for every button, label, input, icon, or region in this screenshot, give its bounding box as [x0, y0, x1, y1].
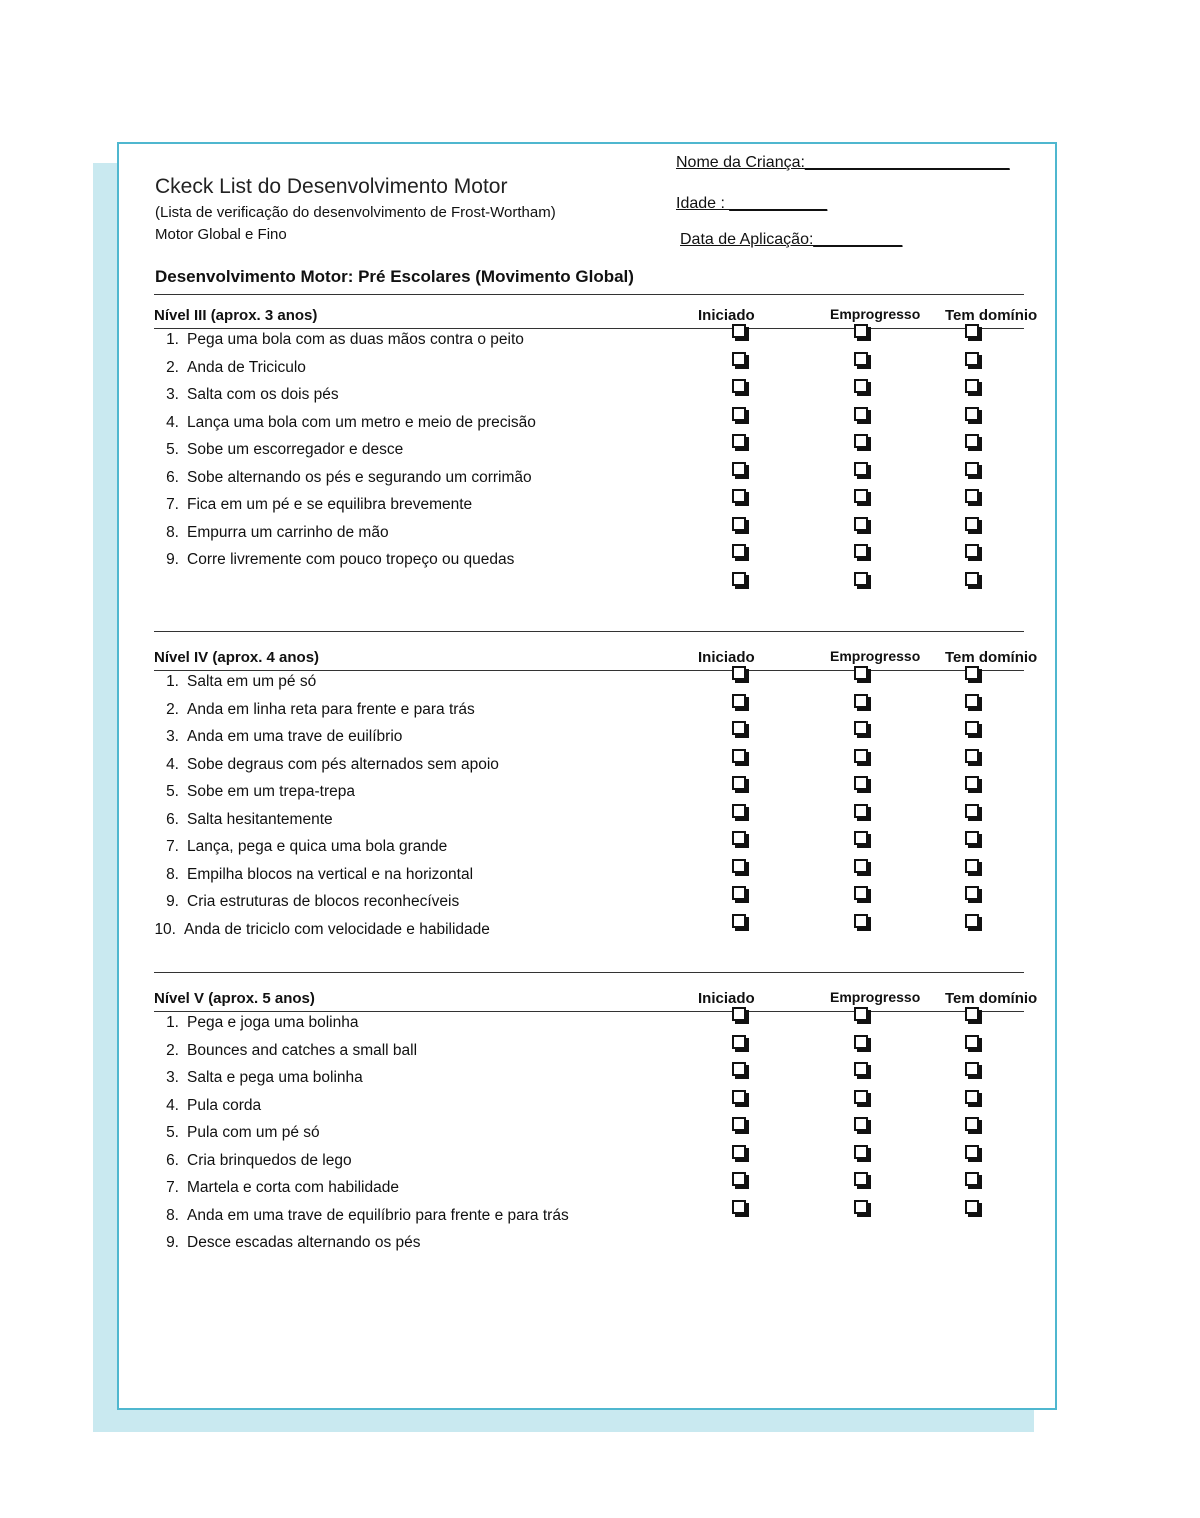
column-header-emprogresso: Emprogresso	[830, 648, 921, 664]
checkbox-emprogresso[interactable]	[854, 776, 868, 790]
document-subtitle-2: Motor Global e Fino	[155, 226, 287, 243]
checklist-item	[157, 1179, 399, 1197]
checkbox-tem-dominio[interactable]	[965, 831, 979, 845]
checkbox-iniciado[interactable]	[732, 749, 746, 763]
item-text: Bounces and catches a small ball	[187, 1041, 418, 1059]
checklist-item	[157, 386, 339, 404]
checkbox-tem-dominio[interactable]	[965, 434, 979, 448]
checklist-item	[157, 524, 389, 542]
item-number: 9.	[166, 893, 179, 910]
item-number: 3.	[166, 386, 179, 403]
item-number: 3.	[166, 728, 179, 745]
checkbox-iniciado[interactable]	[732, 776, 746, 790]
item-text: Sobe alternando os pés e segurando um corrimão	[187, 468, 532, 486]
checkbox-iniciado[interactable]	[732, 1007, 746, 1021]
item-text: Martela e corta com habilidade	[187, 1179, 399, 1196]
checkbox-iniciado[interactable]	[732, 914, 746, 928]
item-text: Cria estruturas de blocos reconhecíveis	[187, 893, 460, 910]
checklist-item	[157, 469, 532, 487]
checklist-item	[157, 1124, 320, 1142]
item-text: Pula corda	[187, 1096, 262, 1114]
item-number: 8.	[166, 1206, 179, 1224]
checkbox-emprogresso[interactable]	[854, 544, 868, 558]
checkbox-iniciado[interactable]	[732, 1117, 746, 1131]
application-date-field[interactable]: Data de Aplicação:__________	[680, 231, 903, 248]
checklist-item	[157, 756, 499, 774]
heading-rule	[154, 294, 1024, 295]
item-number: 4.	[166, 1096, 179, 1114]
item-text: Sobe degraus com pés alternados sem apoio	[187, 755, 499, 773]
checkbox-iniciado[interactable]	[732, 434, 746, 448]
checklist-item	[157, 441, 403, 459]
item-number: 6.	[166, 810, 179, 828]
item-text: Fica em um pé e se equilibra brevemente	[187, 496, 473, 513]
section-divider	[154, 972, 1024, 973]
item-number: 1.	[166, 1014, 179, 1031]
item-number: 10.	[154, 920, 176, 938]
checkbox-tem-dominio[interactable]	[965, 886, 979, 900]
item-number: 7.	[166, 838, 179, 855]
checkbox-iniciado[interactable]	[732, 489, 746, 503]
column-header-iniciado: Iniciado	[698, 990, 755, 1007]
checkbox-iniciado[interactable]	[732, 544, 746, 558]
item-text: Lança uma bola com um metro e meio de precisão	[187, 413, 536, 431]
item-text: Desce escadas alternando os pés	[187, 1234, 421, 1251]
level-title: Nível IV (aprox. 4 anos)	[154, 649, 320, 666]
checklist-item	[154, 921, 490, 939]
checkbox-tem-dominio[interactable]	[965, 407, 979, 421]
item-number: 5.	[166, 441, 179, 458]
checkbox-emprogresso[interactable]	[854, 1090, 868, 1104]
item-number: 2.	[166, 1041, 179, 1059]
checkbox-emprogresso[interactable]	[854, 1062, 868, 1076]
checkbox-iniciado[interactable]	[732, 804, 746, 818]
checkbox-tem-dominio[interactable]	[965, 352, 979, 366]
checklist-item	[157, 728, 402, 746]
item-number: 9.	[166, 551, 179, 568]
checkbox-tem-dominio[interactable]	[965, 914, 979, 928]
child-name-field[interactable]: Nome da Criança:_______________________	[676, 154, 1010, 171]
checkbox-iniciado[interactable]	[732, 666, 746, 680]
item-number: 3.	[166, 1069, 179, 1086]
checklist-item	[157, 1207, 569, 1225]
item-text: Corre livremente com pouco tropeço ou quedas	[187, 551, 515, 568]
checklist-item	[157, 1097, 261, 1115]
checkbox-tem-dominio[interactable]	[965, 776, 979, 790]
item-text: Pega e joga uma bolinha	[187, 1014, 359, 1031]
checklist-item	[157, 866, 473, 884]
item-text: Sobe em um trepa-trepa	[187, 783, 356, 800]
item-text: Salta e pega uma bolinha	[187, 1069, 363, 1086]
checkbox-tem-dominio[interactable]	[965, 859, 979, 873]
checkbox-iniciado[interactable]	[732, 1062, 746, 1076]
checklist-item	[157, 893, 459, 911]
column-header-tem-dominio: Tem domínio	[945, 990, 1038, 1007]
checklist-item	[157, 673, 316, 691]
item-text: Salta hesitantemente	[187, 810, 333, 828]
checklist-item	[157, 414, 536, 432]
column-header-iniciado: Iniciado	[698, 307, 755, 324]
item-text: Salta com os dois pés	[187, 386, 339, 403]
checkbox-iniciado[interactable]	[732, 831, 746, 845]
checkbox-iniciado[interactable]	[732, 324, 746, 338]
checkbox-emprogresso[interactable]	[854, 379, 868, 393]
checklist-item	[157, 783, 355, 801]
item-text: Pega uma bola com as duas mãos contra o peito	[187, 331, 524, 348]
checkbox-iniciado[interactable]	[732, 694, 746, 708]
item-text: Anda em uma trave de euilíbrio	[187, 728, 403, 745]
item-number: 1.	[166, 331, 179, 348]
item-text: Cria brinquedos de lego	[187, 1151, 352, 1169]
item-number: 6.	[166, 468, 179, 486]
checkbox-iniciado[interactable]	[732, 1200, 746, 1214]
checkbox-tem-dominio[interactable]	[965, 1172, 979, 1186]
checklist-item	[157, 1152, 352, 1170]
checkbox-tem-dominio[interactable]	[965, 1035, 979, 1049]
item-number: 4.	[166, 413, 179, 431]
item-text: Anda em linha reta para frente e para trás	[187, 700, 475, 718]
checklist-item	[157, 1014, 359, 1032]
checkbox-tem-dominio[interactable]	[965, 379, 979, 393]
checkbox-iniciado[interactable]	[732, 379, 746, 393]
checkbox-emprogresso[interactable]	[854, 489, 868, 503]
checkbox-iniciado[interactable]	[732, 859, 746, 873]
checkbox-emprogresso[interactable]	[854, 804, 868, 818]
column-header-iniciado: Iniciado	[698, 649, 755, 666]
checkbox-emprogresso[interactable]	[854, 324, 868, 338]
checkbox-emprogresso[interactable]	[854, 1035, 868, 1049]
checkbox-tem-dominio[interactable]	[965, 666, 979, 680]
item-number: 4.	[166, 755, 179, 773]
checkbox-emprogresso[interactable]	[854, 1172, 868, 1186]
item-number: 5.	[166, 1124, 179, 1141]
level-title: Nível V (aprox. 5 anos)	[154, 990, 315, 1007]
checkbox-emprogresso[interactable]	[854, 749, 868, 763]
item-number: 8.	[166, 865, 179, 883]
item-number: 2.	[166, 358, 179, 376]
checkbox-emprogresso[interactable]	[854, 352, 868, 366]
checkbox-emprogresso[interactable]	[854, 1145, 868, 1159]
checkbox-iniciado[interactable]	[732, 1090, 746, 1104]
checkbox-iniciado[interactable]	[732, 721, 746, 735]
item-text: Empilha blocos na vertical e na horizontal	[187, 865, 474, 883]
checkbox-emprogresso[interactable]	[854, 1200, 868, 1214]
age-field[interactable]: Idade : ___________	[676, 195, 828, 212]
checkbox-tem-dominio[interactable]	[965, 462, 979, 476]
checkbox-iniciado[interactable]	[732, 572, 746, 586]
item-text: Lança, pega e quica uma bola grande	[187, 838, 448, 855]
checkbox-tem-dominio[interactable]	[965, 1117, 979, 1131]
checklist-item	[157, 701, 475, 719]
checkbox-emprogresso[interactable]	[854, 1007, 868, 1021]
checklist-item	[157, 496, 472, 514]
item-text: Anda de Triciculo	[187, 358, 306, 376]
checkbox-emprogresso[interactable]	[854, 666, 868, 680]
item-text: Salta em um pé só	[187, 673, 317, 690]
level-header-rule	[154, 328, 1024, 329]
checkbox-tem-dominio[interactable]	[965, 694, 979, 708]
item-number: 5.	[166, 783, 179, 800]
column-header-emprogresso: Emprogresso	[830, 306, 921, 322]
level-title: Nível III (aprox. 3 anos)	[154, 307, 318, 324]
checklist-item	[157, 359, 306, 377]
checkbox-emprogresso[interactable]	[854, 407, 868, 421]
item-text: Anda de triciclo com velocidade e habilidade	[184, 920, 490, 938]
checkbox-tem-dominio[interactable]	[965, 1200, 979, 1214]
checkbox-emprogresso[interactable]	[854, 886, 868, 900]
checkbox-tem-dominio[interactable]	[965, 1090, 979, 1104]
checkbox-emprogresso[interactable]	[854, 517, 868, 531]
checkbox-tem-dominio[interactable]	[965, 804, 979, 818]
item-number: 7.	[166, 496, 179, 513]
checkbox-tem-dominio[interactable]	[965, 1062, 979, 1076]
checklist-item	[157, 811, 333, 829]
checkbox-emprogresso[interactable]	[854, 694, 868, 708]
item-text: Pula com um pé só	[187, 1124, 320, 1141]
checklist-item	[157, 551, 514, 569]
checklist-item	[157, 331, 524, 349]
checkbox-iniciado[interactable]	[732, 352, 746, 366]
level-header-rule	[154, 670, 1024, 671]
document-subtitle: (Lista de verificação do desenvolvimento de Frost-Wortham)	[155, 204, 556, 221]
checkbox-tem-dominio[interactable]	[965, 489, 979, 503]
checklist-item	[157, 1042, 417, 1060]
checkbox-tem-dominio[interactable]	[965, 1145, 979, 1159]
item-text: Anda em uma trave de equilíbrio para frente e para trás	[187, 1206, 569, 1224]
checkbox-iniciado[interactable]	[732, 886, 746, 900]
checkbox-tem-dominio[interactable]	[965, 721, 979, 735]
checkbox-tem-dominio[interactable]	[965, 749, 979, 763]
item-number: 6.	[166, 1151, 179, 1169]
document-title: Ckeck List do Desenvolvimento Motor	[155, 175, 508, 198]
checkbox-emprogresso[interactable]	[854, 572, 868, 586]
checkbox-emprogresso[interactable]	[854, 831, 868, 845]
checklist-item	[157, 1234, 421, 1252]
checkbox-emprogresso[interactable]	[854, 859, 868, 873]
checkbox-emprogresso[interactable]	[854, 914, 868, 928]
item-number: 8.	[166, 523, 179, 541]
item-number: 1.	[166, 673, 179, 690]
item-text: Sobe um escorregador e desce	[187, 441, 404, 458]
column-header-tem-dominio: Tem domínio	[945, 649, 1038, 666]
checkbox-iniciado[interactable]	[732, 462, 746, 476]
checkbox-tem-dominio[interactable]	[965, 544, 979, 558]
checkbox-iniciado[interactable]	[732, 407, 746, 421]
checkbox-emprogresso[interactable]	[854, 1117, 868, 1131]
column-header-emprogresso: Emprogresso	[830, 989, 921, 1005]
checklist-item	[157, 838, 447, 856]
item-number: 9.	[166, 1234, 179, 1251]
level-header-rule	[154, 1011, 1024, 1012]
checkbox-tem-dominio[interactable]	[965, 324, 979, 338]
main-heading: Desenvolvimento Motor: Pré Escolares (Movimento Global)	[155, 267, 634, 286]
item-number: 2.	[166, 700, 179, 718]
column-header-tem-dominio: Tem domínio	[945, 307, 1038, 324]
section-divider	[154, 631, 1024, 632]
checklist-item	[157, 1069, 363, 1087]
checkbox-iniciado[interactable]	[732, 1035, 746, 1049]
checkbox-emprogresso[interactable]	[854, 721, 868, 735]
item-number: 7.	[166, 1179, 179, 1196]
checkbox-emprogresso[interactable]	[854, 462, 868, 476]
checkbox-emprogresso[interactable]	[854, 434, 868, 448]
checkbox-tem-dominio[interactable]	[965, 1007, 979, 1021]
item-text: Empurra um carrinho de mão	[187, 523, 389, 541]
checkbox-tem-dominio[interactable]	[965, 572, 979, 586]
checkbox-iniciado[interactable]	[732, 1145, 746, 1159]
checkbox-iniciado[interactable]	[732, 517, 746, 531]
checkbox-tem-dominio[interactable]	[965, 517, 979, 531]
checkbox-iniciado[interactable]	[732, 1172, 746, 1186]
checklist-sheet	[117, 142, 1057, 1410]
